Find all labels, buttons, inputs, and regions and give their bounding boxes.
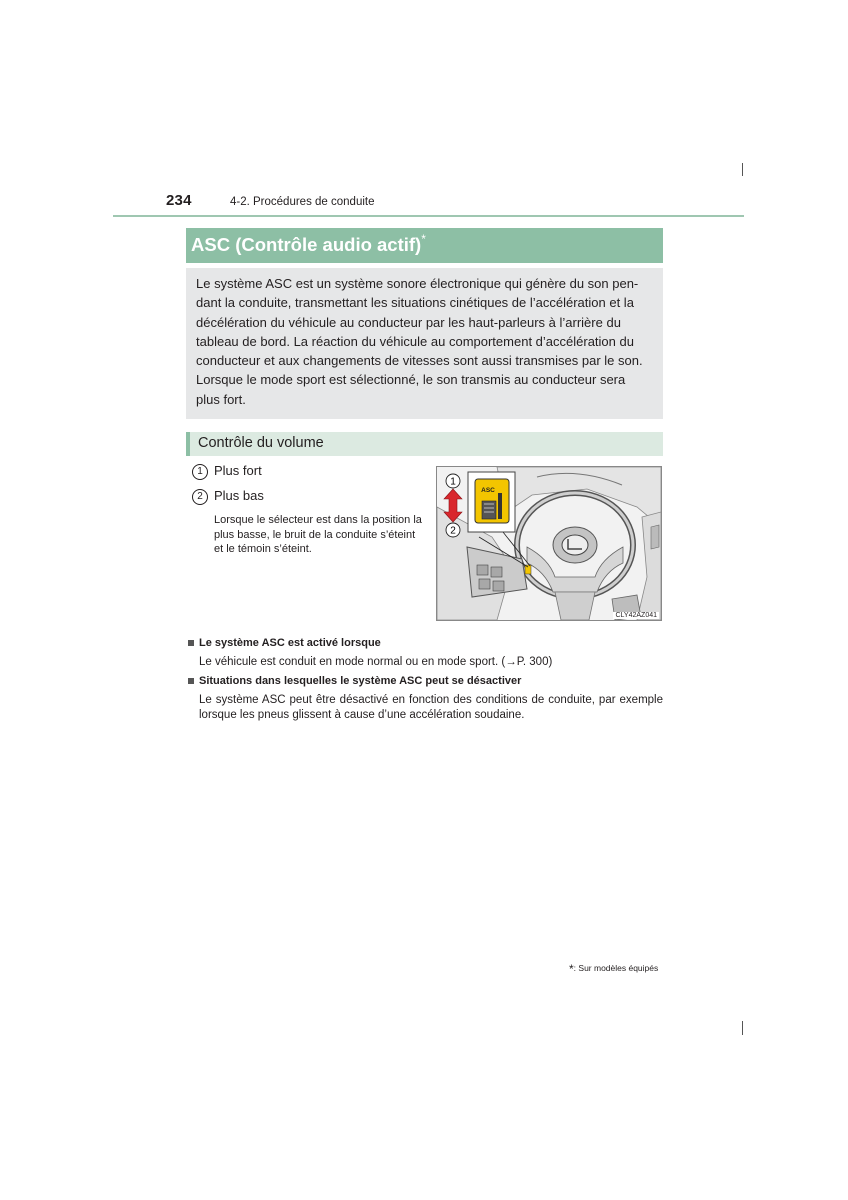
volume-note-line: plus basse, le bruit de la conduite s’éteint [214,528,416,541]
figure-callout-2: 2 [450,525,456,537]
intro-line: plus fort. [196,391,246,407]
page-number: 234 [166,192,192,209]
section-title-bar [186,228,663,263]
item-label-louder: Plus fort [214,463,262,478]
switch-label: ASC [481,487,495,494]
title-footnote-marker: * [421,232,426,246]
footnote-marker: * [569,962,574,976]
dashboard-drawing [437,467,661,620]
crop-mark-bottom [742,1021,743,1035]
subsection-heading: Contrôle du volume [198,435,324,451]
item-label-quieter: Plus bas [214,488,264,503]
note-body-activation [199,655,663,670]
note-heading-activation: Le système ASC est activé lorsque [199,637,381,649]
intro-line: dant la conduite, transmettant les situations cinétiques de l’accélération et la [196,295,634,311]
intro-line: tableau de bord. La réaction du véhicule au comportement d’accélération du [196,333,634,349]
intro-line: décélération du véhicule au conducteur par les haut-parleurs à l’arrière du [196,314,621,330]
footnote-text: : Sur modèles équipés [573,963,659,973]
figure-code: CLY42AZ041 [615,612,657,619]
subsection-heading-bar [186,432,663,456]
item-number-2: 2 [192,489,208,505]
note-bullet [188,640,194,646]
note-bullet [188,678,194,684]
item-number-1: 1 [192,464,208,480]
note-line: Le véhicule est conduit en mode normal ou en mode sport. (→P. 300) [199,656,553,668]
figure-callout-1: 1 [450,476,456,488]
intro-box [186,268,663,419]
intro-line: conducteur et aux changements de vitesses sont aussi transmises par le son. [196,353,643,369]
note-line: Le système ASC peut être désactivé en fonction des conditions de conduite, par exemple [199,694,663,706]
section-title: ASC (Contrôle audio actif)* [191,232,426,255]
note-heading-deactivation: Situations dans lesquelles le système ASC peut se désactiver [199,675,522,687]
note-body-deactivation [199,693,663,722]
footnote [569,962,658,976]
volume-note [214,513,428,557]
header-rule [113,215,744,217]
intro-paragraph [196,274,654,409]
intro-line: Lorsque le mode sport est sélectionné, le son transmis au conducteur sera [196,372,626,388]
crop-mark-top [742,163,743,176]
note-line: lorsque les pneus glissent à cause d’une accélération soudaine. [199,708,525,721]
chapter-title: 4-2. Procédures de conduite [230,196,375,208]
volume-note-line: Lorsque le sélecteur est dans la position la [214,514,422,526]
volume-note-line: et le témoin s’éteint. [214,543,312,556]
asc-switch-illustration [436,466,662,621]
intro-line: Le système ASC est un système sonore électronique qui génère du son pen- [196,276,639,291]
